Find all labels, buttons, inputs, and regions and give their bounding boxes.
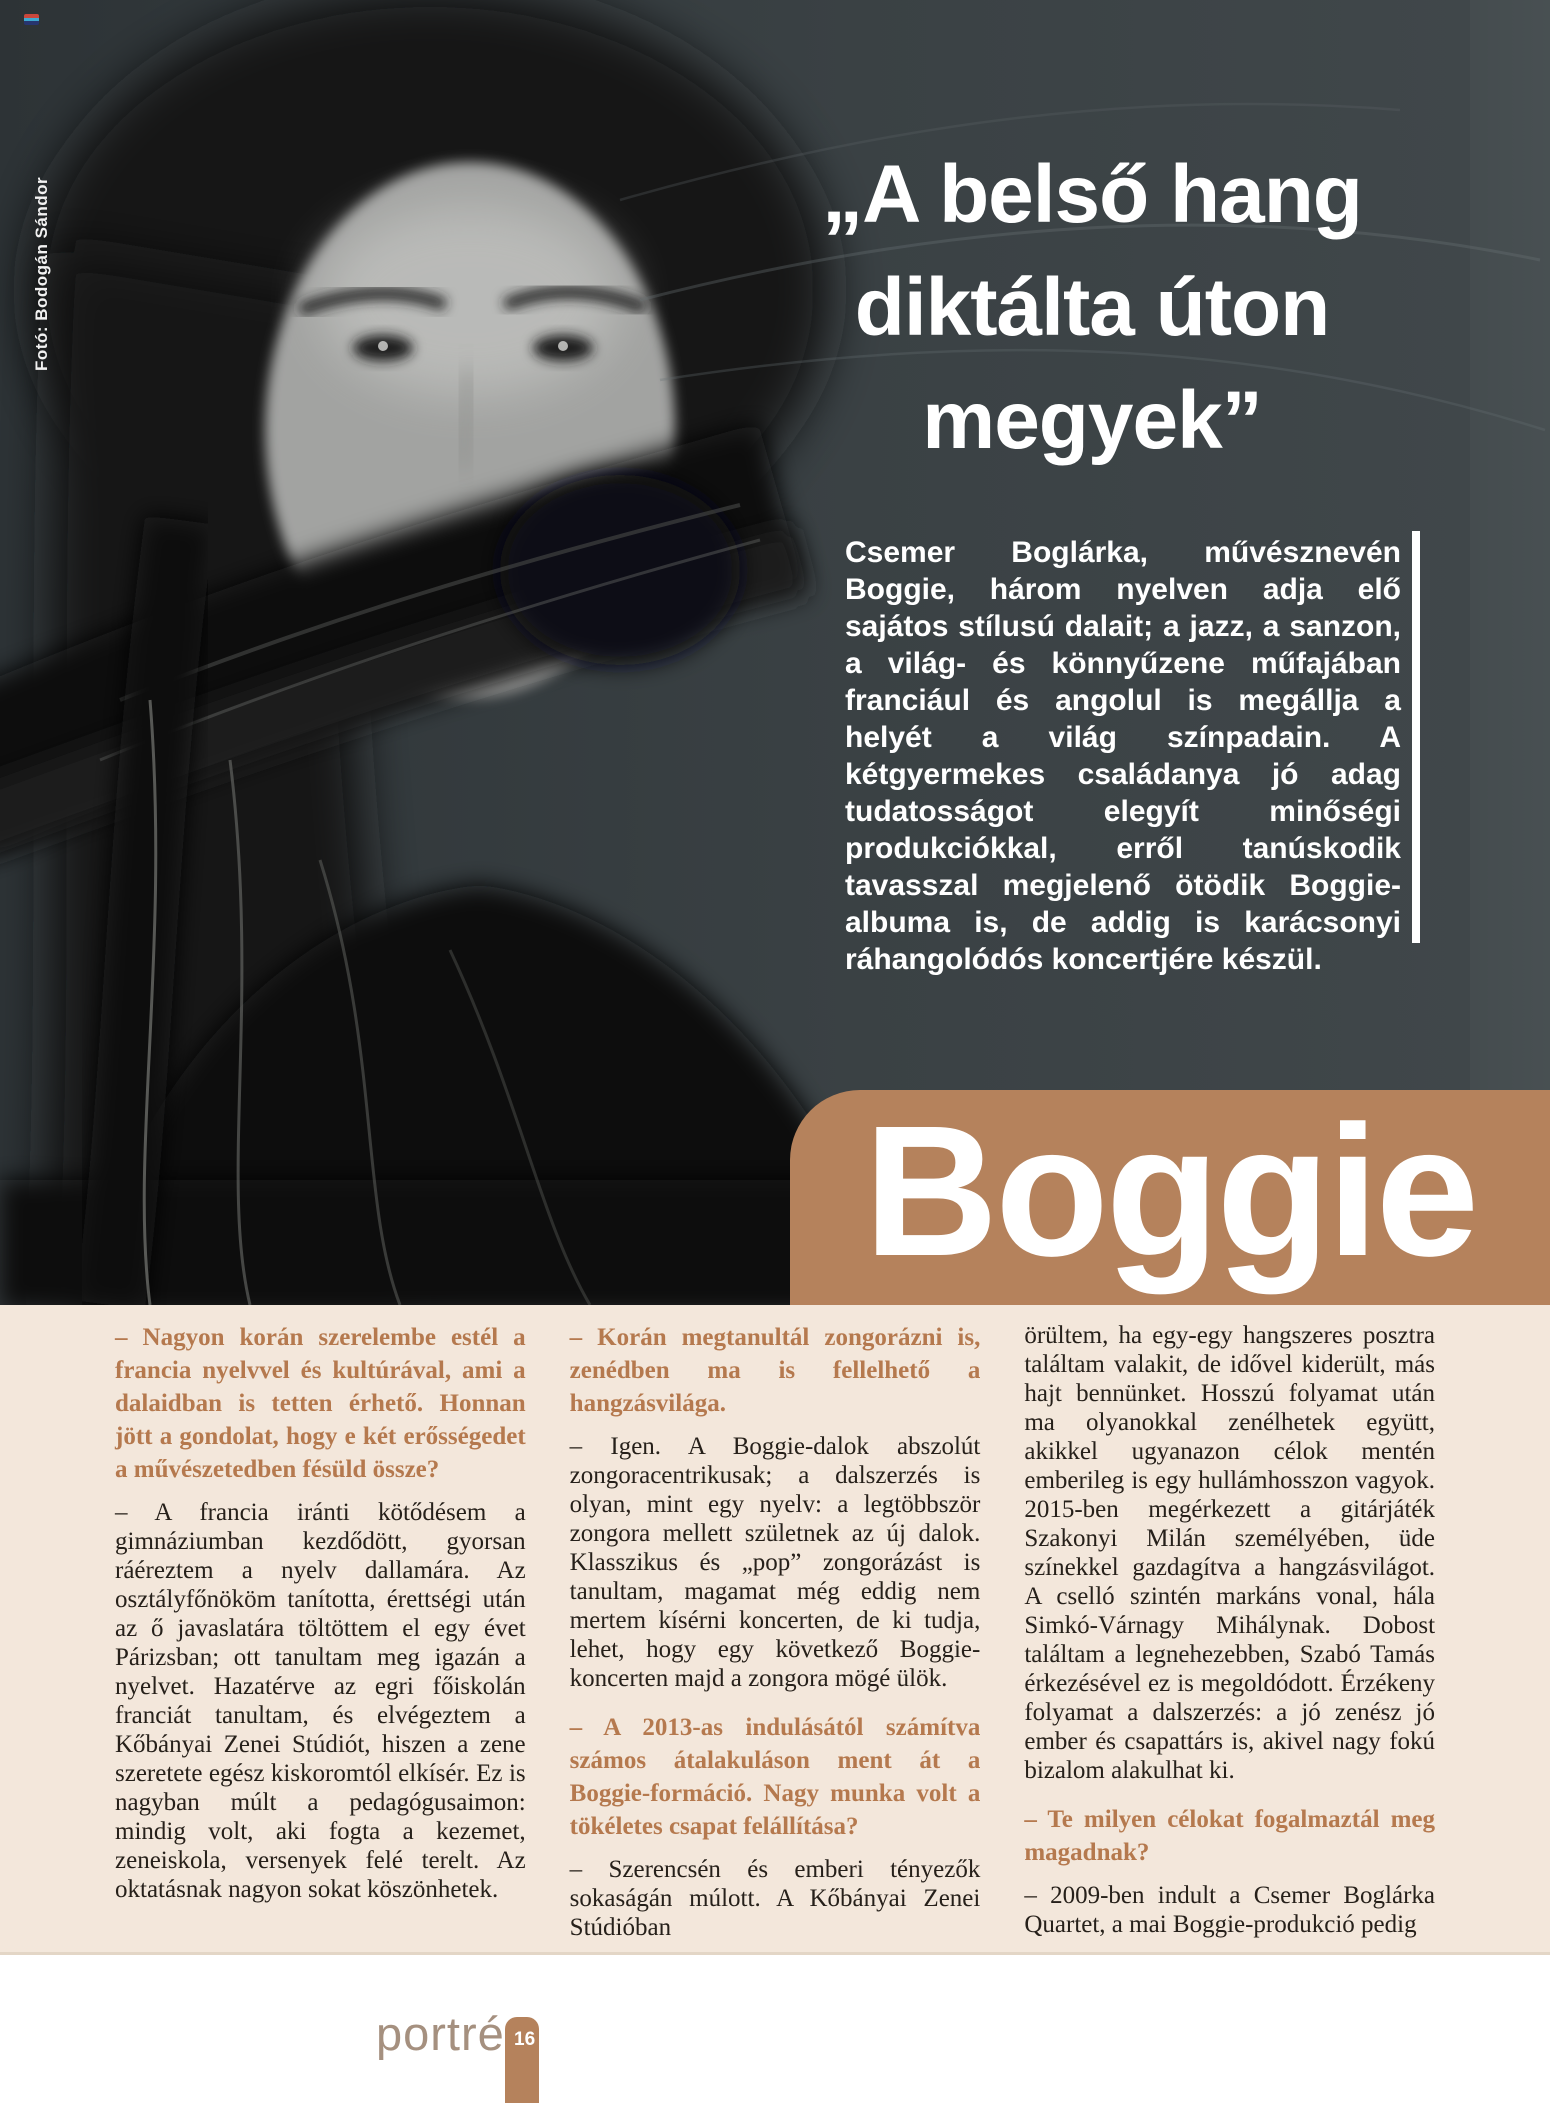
- interview-question: – Nagyon korán szerelembe estél a francia nyelvvel és kultúrával, ami a dalaidban is tetten érhető. Honnan jött a gondolat, hogy e két erősségedet a művészetedben fésüld össze?: [115, 1324, 526, 1483]
- interview-question: – Korán megtanultál zongorázni is, zenédben ma is fellelhető a hangzásvilága.: [569, 1324, 981, 1417]
- page-footer: [0, 1958, 1550, 2103]
- page-number: 16: [514, 2029, 536, 2050]
- intro-accent-bar: [1412, 531, 1420, 943]
- article-column-2: [570, 1321, 981, 1952]
- interview-answer: örültem, ha egy-egy hangszeres posztra találtam valakit, de idővel kiderült, más hajt bennünket. Hosszú folyamat után ma olyanokkal zenélhetek együtt, akikkel ugyanazon célok mentén emberileg is egy hullámhosszon vagyok. 2015-ben megérkezett a gitárjáték Szakonyi Milán személyében, üde színekkel gazdagítva a hangzásvilágot. A cselló szintén markáns vonal, hála Simkó-Várnagy Mihálynak. Dobost találtam a legnehezebben, Szabó Tamás érkezésével ez is megoldódott. Érzékeny folyamat a dalszerzés: a jó zenész jó ember és csapattárs is, akivel nagy fokú bizalom alakulhat ki.: [1024, 1322, 1436, 1784]
- article-column-1: [115, 1321, 526, 1952]
- intro-paragraph: Csemer Boglárka, művésznevén Boggie, három nyelven adja elő sajátos stílusú dalait; a jazz, a sanzon, a világ- és könnyűzene műfajában franciául és angolul is megállja a helyét a világ színpadain. A kétgyermekes családanya jó adag tudatosságot elegyít minőségi produkciókkal, erről tanúskodik tavasszal megjelenő ötödik Boggie-albuma is, de addig is karácsonyi ráhangolódós koncertjére készül.: [845, 536, 1401, 976]
- headline-line-3: megyek”: [922, 375, 1262, 466]
- page-marker-icon: [24, 14, 39, 25]
- page-number-tab: [505, 2017, 539, 2103]
- interview-answer: – Igen. A Boggie-dalok abszolút zongoracentrikusak; a dalszerzés is olyan, mint egy nyelv: a legtöbbször zongora mellett születnek az új dalok. Klasszikus és „pop” zongorázást is tanultam, magamat még eddig nem mertem kísérni koncerten, de ki tudja, lehet, hogy egy következő Boggie-koncerten majd a zongora mögé ülök.: [569, 1433, 981, 1692]
- interview-article: [0, 1305, 1550, 1955]
- headline-line-2: diktálta úton: [854, 262, 1330, 353]
- interview-question: – Te milyen célokat fogalmaztál meg magadnak?: [1024, 1806, 1436, 1866]
- interview-answer: – Szerencsén és emberi tényezők sokaságán múlott. A Kőbányai Zenei Stúdióban: [569, 1856, 981, 1941]
- name-banner: [790, 1090, 1550, 1306]
- headline: [762, 138, 1422, 477]
- headline-line-1: „A belső hang: [822, 149, 1362, 240]
- section-label: portré: [376, 2007, 505, 2060]
- article-column-3: [1024, 1321, 1435, 1952]
- interview-question: – A 2013-as indulásától számítva számos átalakuláson ment át a Boggie-formáció. Nagy munka volt a tökéletes csapat felállítása?: [569, 1714, 981, 1840]
- photo-credit: Fotó: Bodogán Sándor: [32, 176, 51, 371]
- artist-name: Boggie: [863, 1088, 1477, 1295]
- interview-answer: – A francia iránti kötődésem a gimnáziumban kezdődött, gyorsan ráéreztem a nyelv dallamára. Az osztályfőnököm tanította, érettségi után az ő javaslatára töltöttem el egy évet Párizsban; ott tanultam meg igazán a nyelvet. Hazatérve az egri főiskolán franciát tanultam, és elvégeztem a Kőbányai Zenei Stúdiót, hiszen a zene szeretete egész kiskoromtól elkísér. Ez is nagyban múlt a pedagógusaimon: mindig volt, aki fogta a kezemet, zeneiskola, versenyek felé terelt. Az oktatásnak nagyon sokat köszönhetek.: [115, 1499, 526, 1903]
- interview-answer: – 2009-ben indult a Csemer Boglárka Quartet, a mai Boggie-produkció pedig: [1024, 1882, 1436, 1938]
